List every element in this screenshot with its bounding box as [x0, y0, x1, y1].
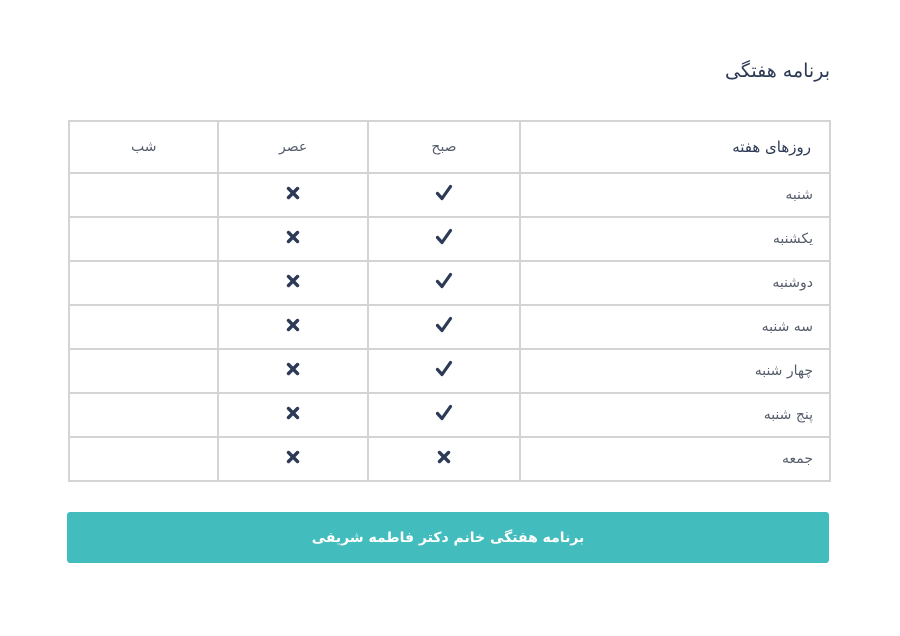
morning-cell [368, 437, 520, 481]
night-cell [69, 393, 218, 437]
afternoon-cell [218, 173, 367, 217]
header-night: شب [69, 121, 218, 173]
afternoon-cell [218, 437, 367, 481]
check-icon [435, 228, 453, 250]
check-icon [435, 404, 453, 426]
night-cell [69, 305, 218, 349]
cross-icon [286, 274, 300, 292]
check-icon [435, 360, 453, 382]
night-cell [69, 349, 218, 393]
afternoon-cell [218, 261, 367, 305]
night-cell [69, 437, 218, 481]
morning-cell [368, 217, 520, 261]
day-name-cell: پنج شنبه [520, 393, 830, 437]
morning-cell [368, 349, 520, 393]
table-row [69, 261, 830, 305]
afternoon-cell [218, 349, 367, 393]
table-row [69, 305, 830, 349]
page-title: برنامه هفتگی [725, 60, 830, 82]
day-name-cell: جمعه [520, 437, 830, 481]
cross-icon [286, 406, 300, 424]
header-days: روزهای هفته [520, 121, 830, 173]
day-name-cell: یکشنبه [520, 217, 830, 261]
doctor-schedule-button[interactable]: برنامه هفتگی خانم دکتر فاطمه شریفی [67, 512, 829, 563]
table-header-row [69, 121, 830, 173]
cross-icon [286, 186, 300, 204]
check-icon [435, 272, 453, 294]
afternoon-cell [218, 217, 367, 261]
night-cell [69, 217, 218, 261]
day-name-cell: چهار شنبه [520, 349, 830, 393]
afternoon-cell [218, 305, 367, 349]
table-row [69, 173, 830, 217]
night-cell [69, 261, 218, 305]
header-afternoon: عصر [218, 121, 367, 173]
check-icon [435, 184, 453, 206]
morning-cell [368, 261, 520, 305]
morning-cell [368, 305, 520, 349]
day-name-cell: دوشنبه [520, 261, 830, 305]
table-row [69, 393, 830, 437]
table-row [69, 349, 830, 393]
day-name-cell: شنبه [520, 173, 830, 217]
cross-icon [286, 362, 300, 380]
check-icon [435, 316, 453, 338]
morning-cell [368, 393, 520, 437]
header-morning: صبح [368, 121, 520, 173]
cross-icon [286, 230, 300, 248]
table-row [69, 217, 830, 261]
night-cell [69, 173, 218, 217]
afternoon-cell [218, 393, 367, 437]
day-name-cell: سه شنبه [520, 305, 830, 349]
cross-icon [286, 450, 300, 468]
cross-icon [437, 450, 451, 468]
table-row [69, 437, 830, 481]
cross-icon [286, 318, 300, 336]
morning-cell [368, 173, 520, 217]
weekly-schedule-table [68, 120, 831, 482]
